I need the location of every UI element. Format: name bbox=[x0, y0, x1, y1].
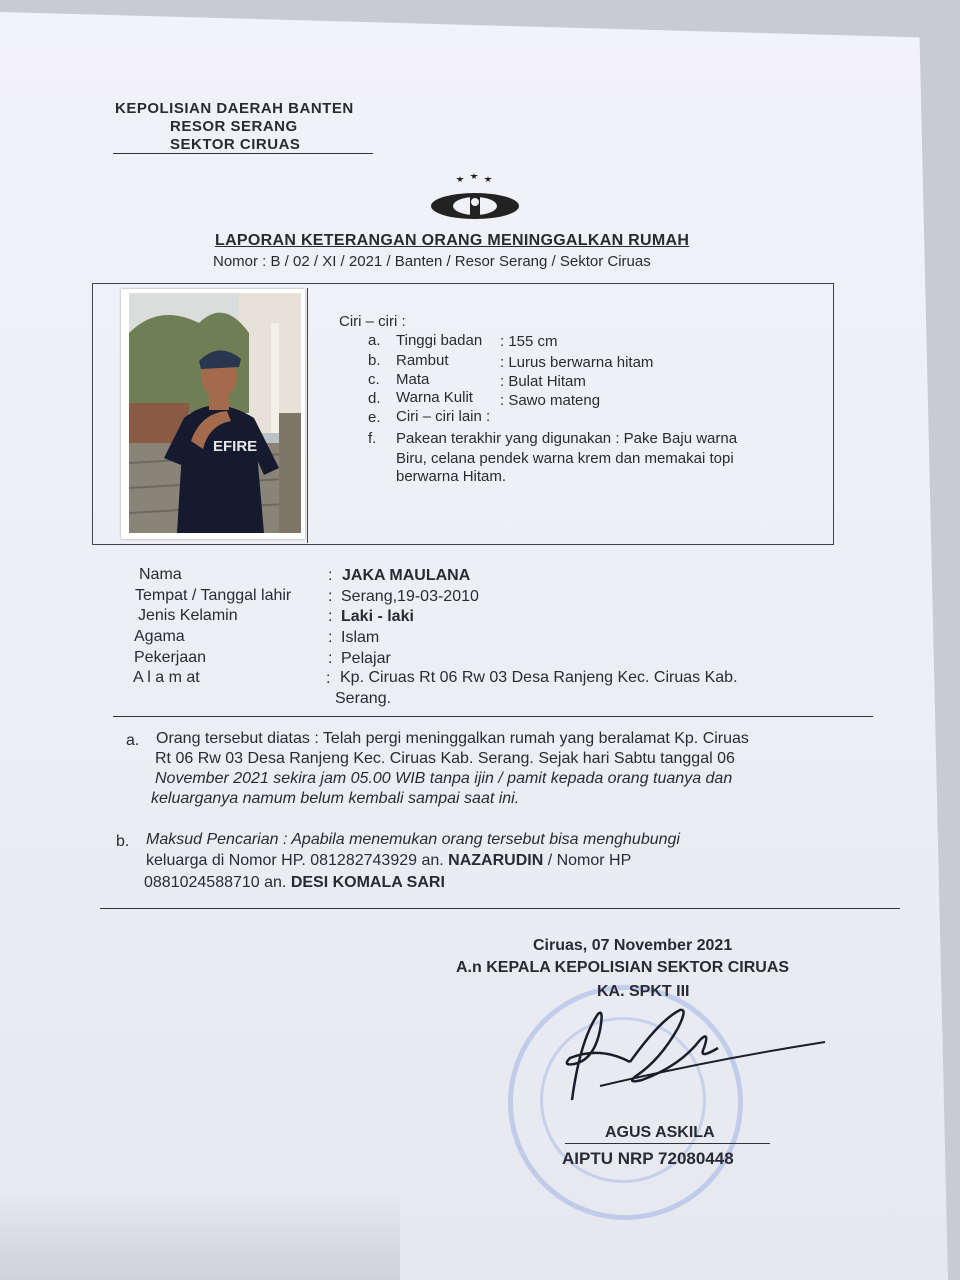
ciri-clothing-line3: berwarna Hitam. bbox=[396, 468, 507, 485]
signature-on-behalf: A.n KEPALA KEPOLISIAN SEKTOR CIRUAS bbox=[456, 959, 790, 976]
ciri-clothing-line2: Biru, celana pendek warna krem dan memakai topi bbox=[396, 450, 734, 467]
header-line1: KEPOLISIAN DAERAH BANTEN bbox=[115, 100, 354, 117]
ciri-label-clothing: Pakean terakhir yang digunakan : Pake Baju warna bbox=[396, 430, 738, 447]
para-a-line3: November 2021 sekira jam 05.00 WIB tanpa ijin / pamit kepada orang tuanya dan bbox=[155, 770, 733, 787]
document-title: LAPORAN KETERANGAN ORANG MENINGGALKAN RUMAH bbox=[215, 232, 690, 249]
para-a-line2: Rt 06 Rw 03 Desa Ranjeng Kec. Ciruas Kab. Serang. Sejak hari Sabtu tanggal 06 bbox=[155, 750, 735, 767]
para-a-letter: a. bbox=[126, 732, 140, 749]
ciri-value-hair: : Lurus berwarna hitam bbox=[500, 354, 654, 371]
identity-value-name: JAKA MAULANA bbox=[342, 567, 471, 584]
identity-colon: : bbox=[328, 588, 333, 605]
divider-line bbox=[100, 908, 900, 909]
signature-position: KA. SPKT III bbox=[597, 983, 690, 1000]
ciri-label-eyes: Mata bbox=[396, 371, 430, 388]
ciri-value-eyes: : Bulat Hitam bbox=[500, 373, 586, 390]
identity-label-birth: Tempat / Tanggal lahir bbox=[135, 587, 292, 604]
identity-colon: : bbox=[328, 650, 333, 667]
identity-label-address: A l a m at bbox=[133, 669, 200, 686]
handwritten-signature bbox=[560, 1000, 830, 1110]
para-a-line4: keluarganya namum belum kembali sampai saat ini. bbox=[151, 790, 520, 807]
para-b-letter: b. bbox=[116, 833, 130, 850]
identity-colon: : bbox=[328, 629, 333, 646]
ciri-letter-f: f. bbox=[368, 430, 377, 447]
identity-label-gender: Jenis Kelamin bbox=[138, 607, 238, 624]
signature-rank: AIPTU NRP 72080448 bbox=[562, 1149, 734, 1168]
para-a-line1: Orang tersebut diatas : Telah pergi meninggalkan rumah yang beralamat Kp. Ciruas bbox=[156, 730, 749, 747]
ciri-letter-b: b. bbox=[368, 352, 381, 369]
ciri-value-skin: : Sawo mateng bbox=[500, 392, 601, 409]
identity-value-gender: Laki - laki bbox=[341, 608, 414, 625]
identity-value-occupation: Pelajar bbox=[341, 650, 391, 667]
ciri-letter-e: e. bbox=[368, 409, 381, 426]
signature-underline bbox=[565, 1143, 770, 1144]
ciri-label-other: Ciri – ciri lain : bbox=[396, 408, 491, 425]
frame-divider bbox=[307, 288, 308, 543]
missing-person-photo bbox=[121, 289, 305, 539]
header-line3: SEKTOR CIRUAS bbox=[170, 136, 301, 153]
contact-name-2: DESI KOMALA SARI bbox=[290, 874, 445, 891]
divider-line bbox=[113, 716, 873, 717]
signature-name: AGUS ASKILA bbox=[605, 1124, 715, 1141]
photo-shadow bbox=[0, 1190, 400, 1280]
ciri-value-height: : 155 cm bbox=[500, 333, 558, 350]
shirt-text: EFIRE bbox=[213, 438, 258, 455]
header-line2: RESOR SERANG bbox=[170, 118, 298, 135]
identity-value-birth: Serang,19-03-2010 bbox=[341, 588, 479, 605]
ciri-label-hair: Rambut bbox=[396, 352, 449, 369]
para-b-line1: Maksud Pencarian : Apabila menemukan orang tersebut bisa menghubungi bbox=[146, 831, 680, 848]
identity-label-name: Nama bbox=[139, 566, 182, 583]
ciri-label-skin: Warna Kulit bbox=[396, 389, 473, 406]
ciri-letter-a: a. bbox=[368, 332, 381, 349]
header-underline bbox=[113, 153, 373, 154]
identity-colon: : bbox=[326, 670, 331, 687]
para-b-line3: 0881024588710 an. DESI KOMALA SARI bbox=[144, 874, 445, 891]
identity-value-address-line2: Serang. bbox=[335, 690, 392, 707]
identity-value-religion: Islam bbox=[341, 629, 380, 646]
document-number: Nomor : B / 02 / XI / 2021 / Banten / Resor Serang / Sektor Ciruas bbox=[213, 253, 651, 270]
police-emblem-icon bbox=[428, 172, 522, 224]
identity-colon: : bbox=[328, 608, 333, 625]
identity-value-address: Kp. Ciruas Rt 06 Rw 03 Desa Ranjeng Kec. Ciruas Kab. bbox=[340, 669, 738, 686]
ciri-label-height: Tinggi badan bbox=[396, 332, 483, 349]
identity-label-occupation: Pekerjaan bbox=[134, 649, 207, 666]
ciri-letter-d: d. bbox=[368, 390, 381, 407]
signature-place-date: Ciruas, 07 November 2021 bbox=[533, 937, 733, 954]
ciri-heading: Ciri – ciri : bbox=[339, 313, 406, 330]
contact-name-1: NAZARUDIN bbox=[448, 852, 544, 869]
identity-colon: : bbox=[328, 567, 333, 584]
identity-label-religion: Agama bbox=[134, 628, 185, 645]
ciri-letter-c: c. bbox=[368, 371, 380, 388]
para-b-line2: keluarga di Nomor HP. 081282743929 an. NAZARUDIN / Nomor HP bbox=[146, 852, 632, 869]
